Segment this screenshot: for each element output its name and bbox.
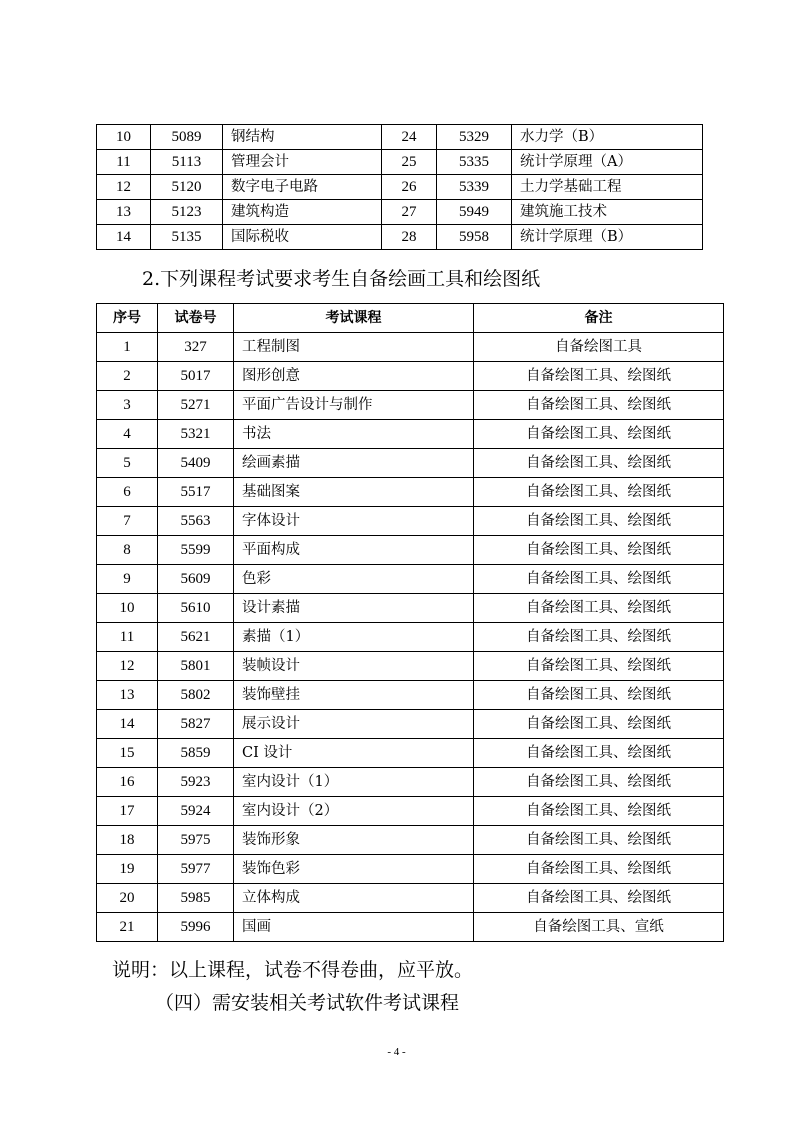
seq-cell: 7 — [97, 507, 158, 536]
remark-cell: 自备绘图工具、宣纸 — [474, 913, 724, 942]
remark-cell: 自备绘图工具、绘图纸 — [474, 710, 724, 739]
paper-code-cell: 5949 — [437, 200, 512, 225]
drawing-courses-table — [96, 303, 724, 942]
table-row — [97, 478, 724, 507]
table-row — [97, 739, 724, 768]
remark-cell: 自备绘图工具、绘图纸 — [474, 478, 724, 507]
remark-cell: 自备绘图工具、绘图纸 — [474, 420, 724, 449]
seq-cell: 4 — [97, 420, 158, 449]
seq-cell: 10 — [97, 125, 151, 150]
remark-cell: 自备绘图工具、绘图纸 — [474, 884, 724, 913]
paper-code-cell: 5958 — [437, 225, 512, 250]
remark-cell: 自备绘图工具、绘图纸 — [474, 507, 724, 536]
seq-cell: 20 — [97, 884, 158, 913]
course-name-cell: 装饰色彩 — [234, 855, 474, 884]
seq-cell: 15 — [97, 739, 158, 768]
paper-code-cell: 5977 — [158, 855, 234, 884]
seq-cell: 24 — [382, 125, 437, 150]
drawing-courses-table-body — [97, 333, 724, 942]
remark-cell: 自备绘图工具、绘图纸 — [474, 449, 724, 478]
seq-cell: 11 — [97, 150, 151, 175]
seq-cell: 13 — [97, 200, 151, 225]
table-row — [97, 150, 703, 175]
table-row — [97, 449, 724, 478]
page-number: - 4 - — [387, 1046, 406, 1058]
seq-cell: 11 — [97, 623, 158, 652]
paper-code-cell: 5563 — [158, 507, 234, 536]
remark-cell: 自备绘图工具、绘图纸 — [474, 623, 724, 652]
table-row — [97, 362, 724, 391]
table-header-row — [97, 304, 724, 333]
table-row — [97, 565, 724, 594]
remark-cell: 自备绘图工具、绘图纸 — [474, 391, 724, 420]
paper-code-cell: 5113 — [151, 150, 223, 175]
seq-cell: 14 — [97, 225, 151, 250]
seq-cell: 13 — [97, 681, 158, 710]
paper-code-cell: 5517 — [158, 478, 234, 507]
section-heading-drawing-tools: 2.下列课程考试要求考生自备绘画工具和绘图纸 — [142, 268, 541, 290]
paper-code-cell: 5321 — [158, 420, 234, 449]
remark-cell: 自备绘图工具 — [474, 333, 724, 362]
paper-code-cell: 5801 — [158, 652, 234, 681]
remark-cell: 自备绘图工具、绘图纸 — [474, 565, 724, 594]
course-name-cell: 色彩 — [234, 565, 474, 594]
remark-cell: 自备绘图工具、绘图纸 — [474, 768, 724, 797]
remark-cell: 自备绘图工具、绘图纸 — [474, 826, 724, 855]
seq-cell: 25 — [382, 150, 437, 175]
column-header-paper: 试卷号 — [158, 304, 234, 333]
course-name-cell: 室内设计（1） — [234, 768, 474, 797]
table-row — [97, 391, 724, 420]
paper-code-cell: 5985 — [158, 884, 234, 913]
paper-code-cell: 5120 — [151, 175, 223, 200]
course-name-cell: 统计学原理（A） — [512, 150, 703, 175]
seq-cell: 5 — [97, 449, 158, 478]
remark-cell: 自备绘图工具、绘图纸 — [474, 797, 724, 826]
column-header-seq: 序号 — [97, 304, 158, 333]
course-name-cell: 字体设计 — [234, 507, 474, 536]
course-name-cell: 建筑施工技术 — [512, 200, 703, 225]
seq-cell: 12 — [97, 175, 151, 200]
course-name-cell: 数字电子电路 — [223, 175, 382, 200]
course-name-cell: 国际税收 — [223, 225, 382, 250]
course-name-cell: 装饰壁挂 — [234, 681, 474, 710]
courses-table-continued — [96, 124, 703, 250]
seq-cell: 10 — [97, 594, 158, 623]
table-row — [97, 768, 724, 797]
course-name-cell: 装帧设计 — [234, 652, 474, 681]
remark-cell: 自备绘图工具、绘图纸 — [474, 739, 724, 768]
table-row — [97, 200, 703, 225]
table-row — [97, 507, 724, 536]
column-header-course: 考试课程 — [234, 304, 474, 333]
table-row — [97, 913, 724, 942]
paper-code-cell: 5017 — [158, 362, 234, 391]
paper-code-cell: 5924 — [158, 797, 234, 826]
seq-cell: 2 — [97, 362, 158, 391]
remark-cell: 自备绘图工具、绘图纸 — [474, 362, 724, 391]
table-row — [97, 594, 724, 623]
seq-cell: 9 — [97, 565, 158, 594]
table-row — [97, 710, 724, 739]
seq-cell: 27 — [382, 200, 437, 225]
paper-code-cell: 5123 — [151, 200, 223, 225]
table-row — [97, 125, 703, 150]
course-name-cell: 绘画素描 — [234, 449, 474, 478]
seq-cell: 3 — [97, 391, 158, 420]
seq-cell: 16 — [97, 768, 158, 797]
seq-cell: 21 — [97, 913, 158, 942]
course-name-cell: 统计学原理（B） — [512, 225, 703, 250]
paper-code-cell: 5621 — [158, 623, 234, 652]
table-row — [97, 855, 724, 884]
paper-code-cell: 5610 — [158, 594, 234, 623]
paper-code-cell: 5859 — [158, 739, 234, 768]
seq-cell: 18 — [97, 826, 158, 855]
course-name-cell: 平面广告设计与制作 — [234, 391, 474, 420]
paper-code-cell: 5271 — [158, 391, 234, 420]
table-row — [97, 623, 724, 652]
table-row — [97, 420, 724, 449]
table-row — [97, 536, 724, 565]
remark-cell: 自备绘图工具、绘图纸 — [474, 681, 724, 710]
course-name-cell: 装饰形象 — [234, 826, 474, 855]
remark-cell: 自备绘图工具、绘图纸 — [474, 536, 724, 565]
table-row — [97, 333, 724, 362]
seq-cell: 28 — [382, 225, 437, 250]
paper-code-cell: 5335 — [437, 150, 512, 175]
table-row — [97, 175, 703, 200]
table-row — [97, 884, 724, 913]
course-name-cell: 展示设计 — [234, 710, 474, 739]
seq-cell: 19 — [97, 855, 158, 884]
table-row — [97, 681, 724, 710]
seq-cell: 14 — [97, 710, 158, 739]
remark-cell: 自备绘图工具、绘图纸 — [474, 855, 724, 884]
course-name-cell: 建筑构造 — [223, 200, 382, 225]
paper-code-cell: 5339 — [437, 175, 512, 200]
table-row — [97, 797, 724, 826]
course-name-cell: 水力学（B） — [512, 125, 703, 150]
seq-cell: 26 — [382, 175, 437, 200]
section-heading-software: （四）需安装相关考试软件考试课程 — [155, 992, 460, 1014]
course-name-cell: 室内设计（2） — [234, 797, 474, 826]
course-name-cell: 管理会计 — [223, 150, 382, 175]
seq-cell: 12 — [97, 652, 158, 681]
course-name-cell: 书法 — [234, 420, 474, 449]
paper-code-cell: 5802 — [158, 681, 234, 710]
course-name-cell: 立体构成 — [234, 884, 474, 913]
remark-cell: 自备绘图工具、绘图纸 — [474, 594, 724, 623]
course-name-cell: 素描（1） — [234, 623, 474, 652]
paper-code-cell: 327 — [158, 333, 234, 362]
seq-cell: 8 — [97, 536, 158, 565]
course-name-cell: 土力学基础工程 — [512, 175, 703, 200]
paper-code-cell: 5975 — [158, 826, 234, 855]
paper-code-cell: 5329 — [437, 125, 512, 150]
course-name-cell: 国画 — [234, 913, 474, 942]
paper-code-cell: 5827 — [158, 710, 234, 739]
paper-code-cell: 5135 — [151, 225, 223, 250]
paper-code-cell: 5409 — [158, 449, 234, 478]
seq-cell: 6 — [97, 478, 158, 507]
remark-cell: 自备绘图工具、绘图纸 — [474, 652, 724, 681]
course-name-cell: 图形创意 — [234, 362, 474, 391]
course-name-cell: CI 设计 — [234, 739, 474, 768]
paper-code-cell: 5923 — [158, 768, 234, 797]
note-text: 说明：以上课程，试卷不得卷曲，应平放。 — [112, 959, 474, 981]
course-name-cell: 平面构成 — [234, 536, 474, 565]
course-name-cell: 设计素描 — [234, 594, 474, 623]
seq-cell: 1 — [97, 333, 158, 362]
course-name-cell: 基础图案 — [234, 478, 474, 507]
seq-cell: 17 — [97, 797, 158, 826]
courses-table-body — [97, 125, 703, 250]
paper-code-cell: 5599 — [158, 536, 234, 565]
course-name-cell: 工程制图 — [234, 333, 474, 362]
paper-code-cell: 5609 — [158, 565, 234, 594]
paper-code-cell: 5089 — [151, 125, 223, 150]
paper-code-cell: 5996 — [158, 913, 234, 942]
column-header-remark: 备注 — [474, 304, 724, 333]
course-name-cell: 钢结构 — [223, 125, 382, 150]
table-row — [97, 826, 724, 855]
table-row — [97, 652, 724, 681]
table-row — [97, 225, 703, 250]
